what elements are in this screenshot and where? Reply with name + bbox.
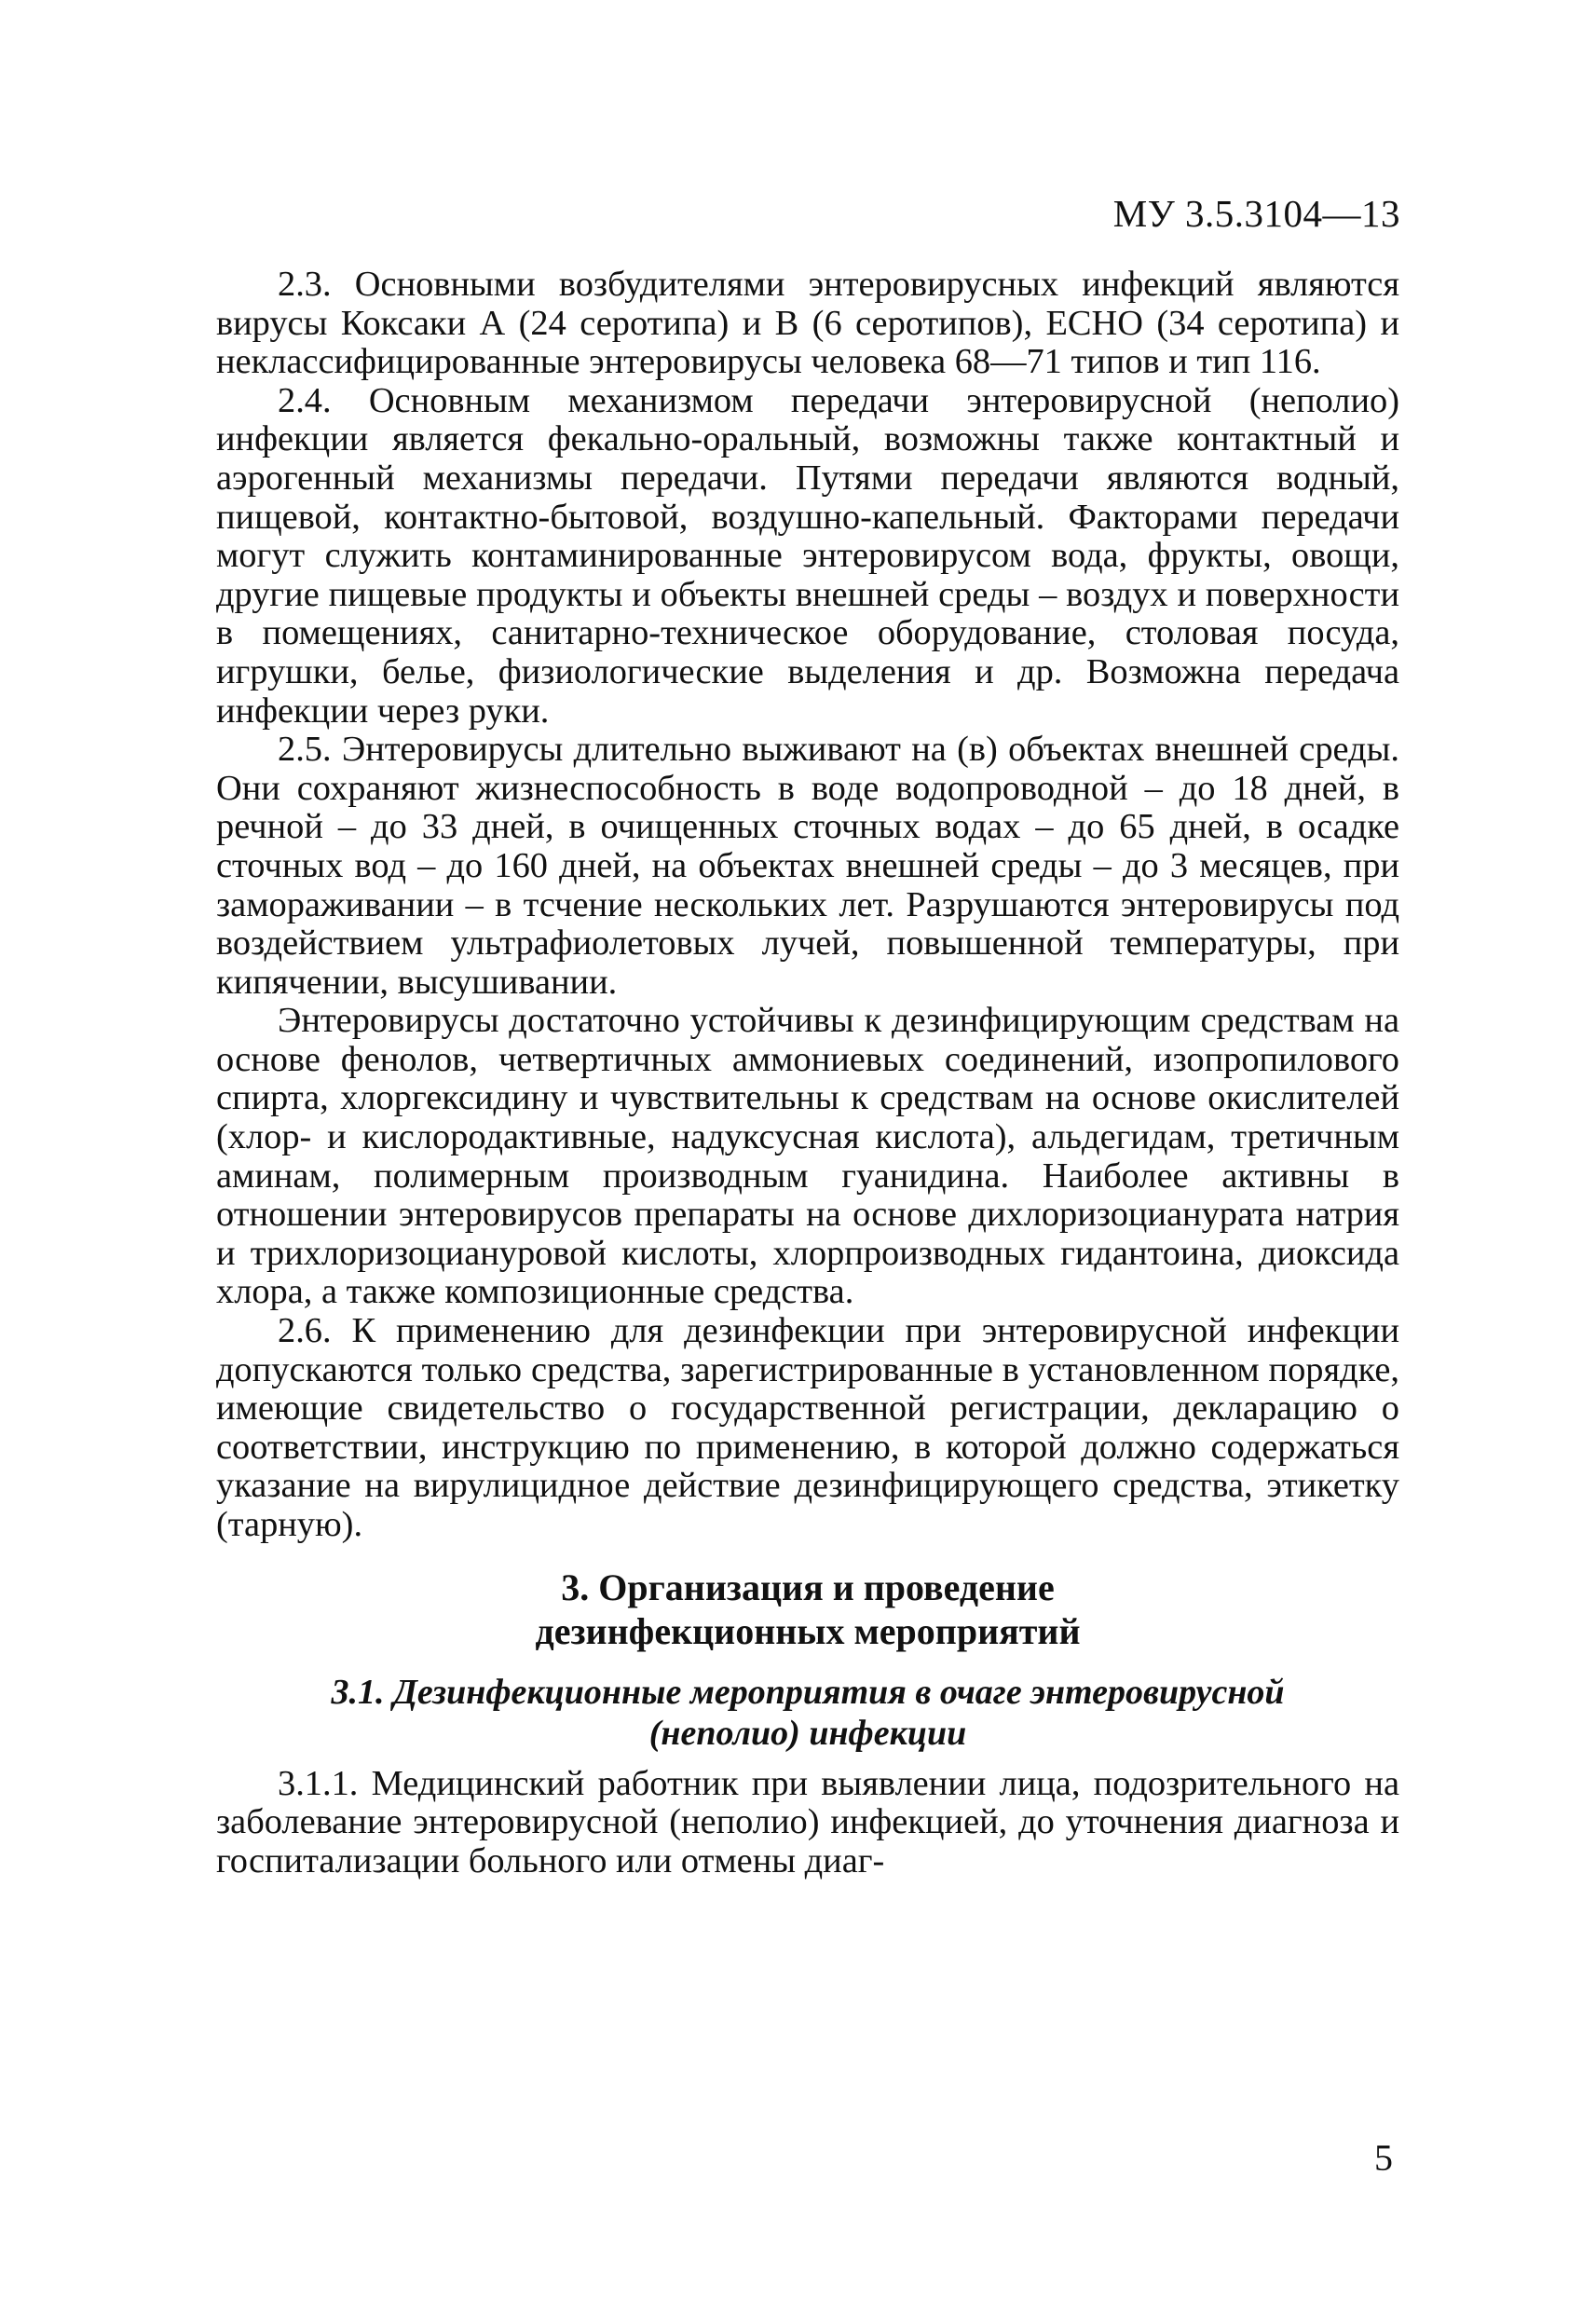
- document-code: МУ 3.5.3104—13: [1112, 192, 1400, 235]
- subsection-3-1-title-line2: (неполио) инфекции: [648, 1713, 967, 1753]
- page-number: 5: [1374, 2137, 1393, 2179]
- paragraph-2-3: 2.3. Основными возбудителями энтеровирусных инфекций являются вирусы Коксаки А (24 серотипа) и В (6 серотипов), ЕСНО (34 серотипа) и неклассифицированные энтеровирусы человека 68—71 типов и тип 116.: [216, 265, 1399, 382]
- section-3-title-line2: дезинфекционных мероприятий: [535, 1609, 1081, 1652]
- section-3-title: [216, 1566, 1399, 1653]
- paragraph-2-5: 2.5. Энтеровирусы длительно выживают на (в) объектах внешней среды. Они сохраняют жизнеспособность в воде водопроводной – до 18 дней, в речной – до 33 дней, в очищенных сточных водах – до 65 дней, в осадке сточных вод – до 160 дней, на объектах внешней среды – до 3 месяцев, при замораживании – в тсчение нескольких лет. Разрушаются энтеровирусы под воздействием ультрафиолетовых лучей, повышенной температуры, при кипячении, высушивании.: [216, 730, 1399, 1002]
- paragraph-2-4: 2.4. Основным механизмом передачи энтеровирусной (неполио) инфекции является фекально-оральный, возможны также контактный и аэрогенный механизмы передачи. Путями передачи являются водный, пищевой, контактно-бытовой, воздушно-капельный. Факторами передачи могут служить контаминированные энтеровирусом вода, фрукты, овощи, другие пищевые продукты и объекты внешней среды – воздух и поверхности в помещениях, санитарно-техническое оборудование, столовая посуда, игрушки, белье, физиологические выделения и др. Возможна передача инфекции через руки.: [216, 380, 1399, 731]
- paragraph-2-6: 2.6. К применению для дезинфекции при энтеровирусной инфекции допускаются только средства, зарегистрированные в установленном порядке, имеющие свидетельство о государственной регистрации, декларацию о соответствии, инструкцию по применению, в которой должно содержаться указание на вирулицидное действие дезинфицирующего средства, этикетку (тарную).: [216, 1311, 1399, 1544]
- section-3-title-line1: 3. Организация и проведение: [561, 1566, 1055, 1608]
- subsection-3-1-title-line1: 3.1. Дезинфекционные мероприятия в очаге энтеровирусной: [331, 1672, 1285, 1712]
- body-text: [216, 266, 1399, 1880]
- subsection-3-1-title: [216, 1672, 1399, 1754]
- paragraph-2-5-continued: Энтеровирусы достаточно устойчивы к дезинфицирующим средствам на основе фенолов, четвертичных аммониевых соединений, изопропилового спирта, хлоргексидину и чувствительны к средствам на основе окислителей (хлор- и кислородактивные, надуксусная кислота), альдегидам, третичным аминам, полимерным производным гуанидина. Наиболее активны в отношении энтеровирусов препараты на основе дихлоризоцианурата натрия и трихлоризоциануровой кислоты, хлорпроизводных гидантоина, диоксида хлора, а также композиционные средства.: [216, 1001, 1399, 1312]
- paragraph-3-1-1: 3.1.1. Медицинский работник при выявлении лица, подозрительного на заболевание энтеровирусной (неполио) инфекцией, до уточнения диагноза и госпитализации больного или отмены диаг-: [216, 1763, 1399, 1880]
